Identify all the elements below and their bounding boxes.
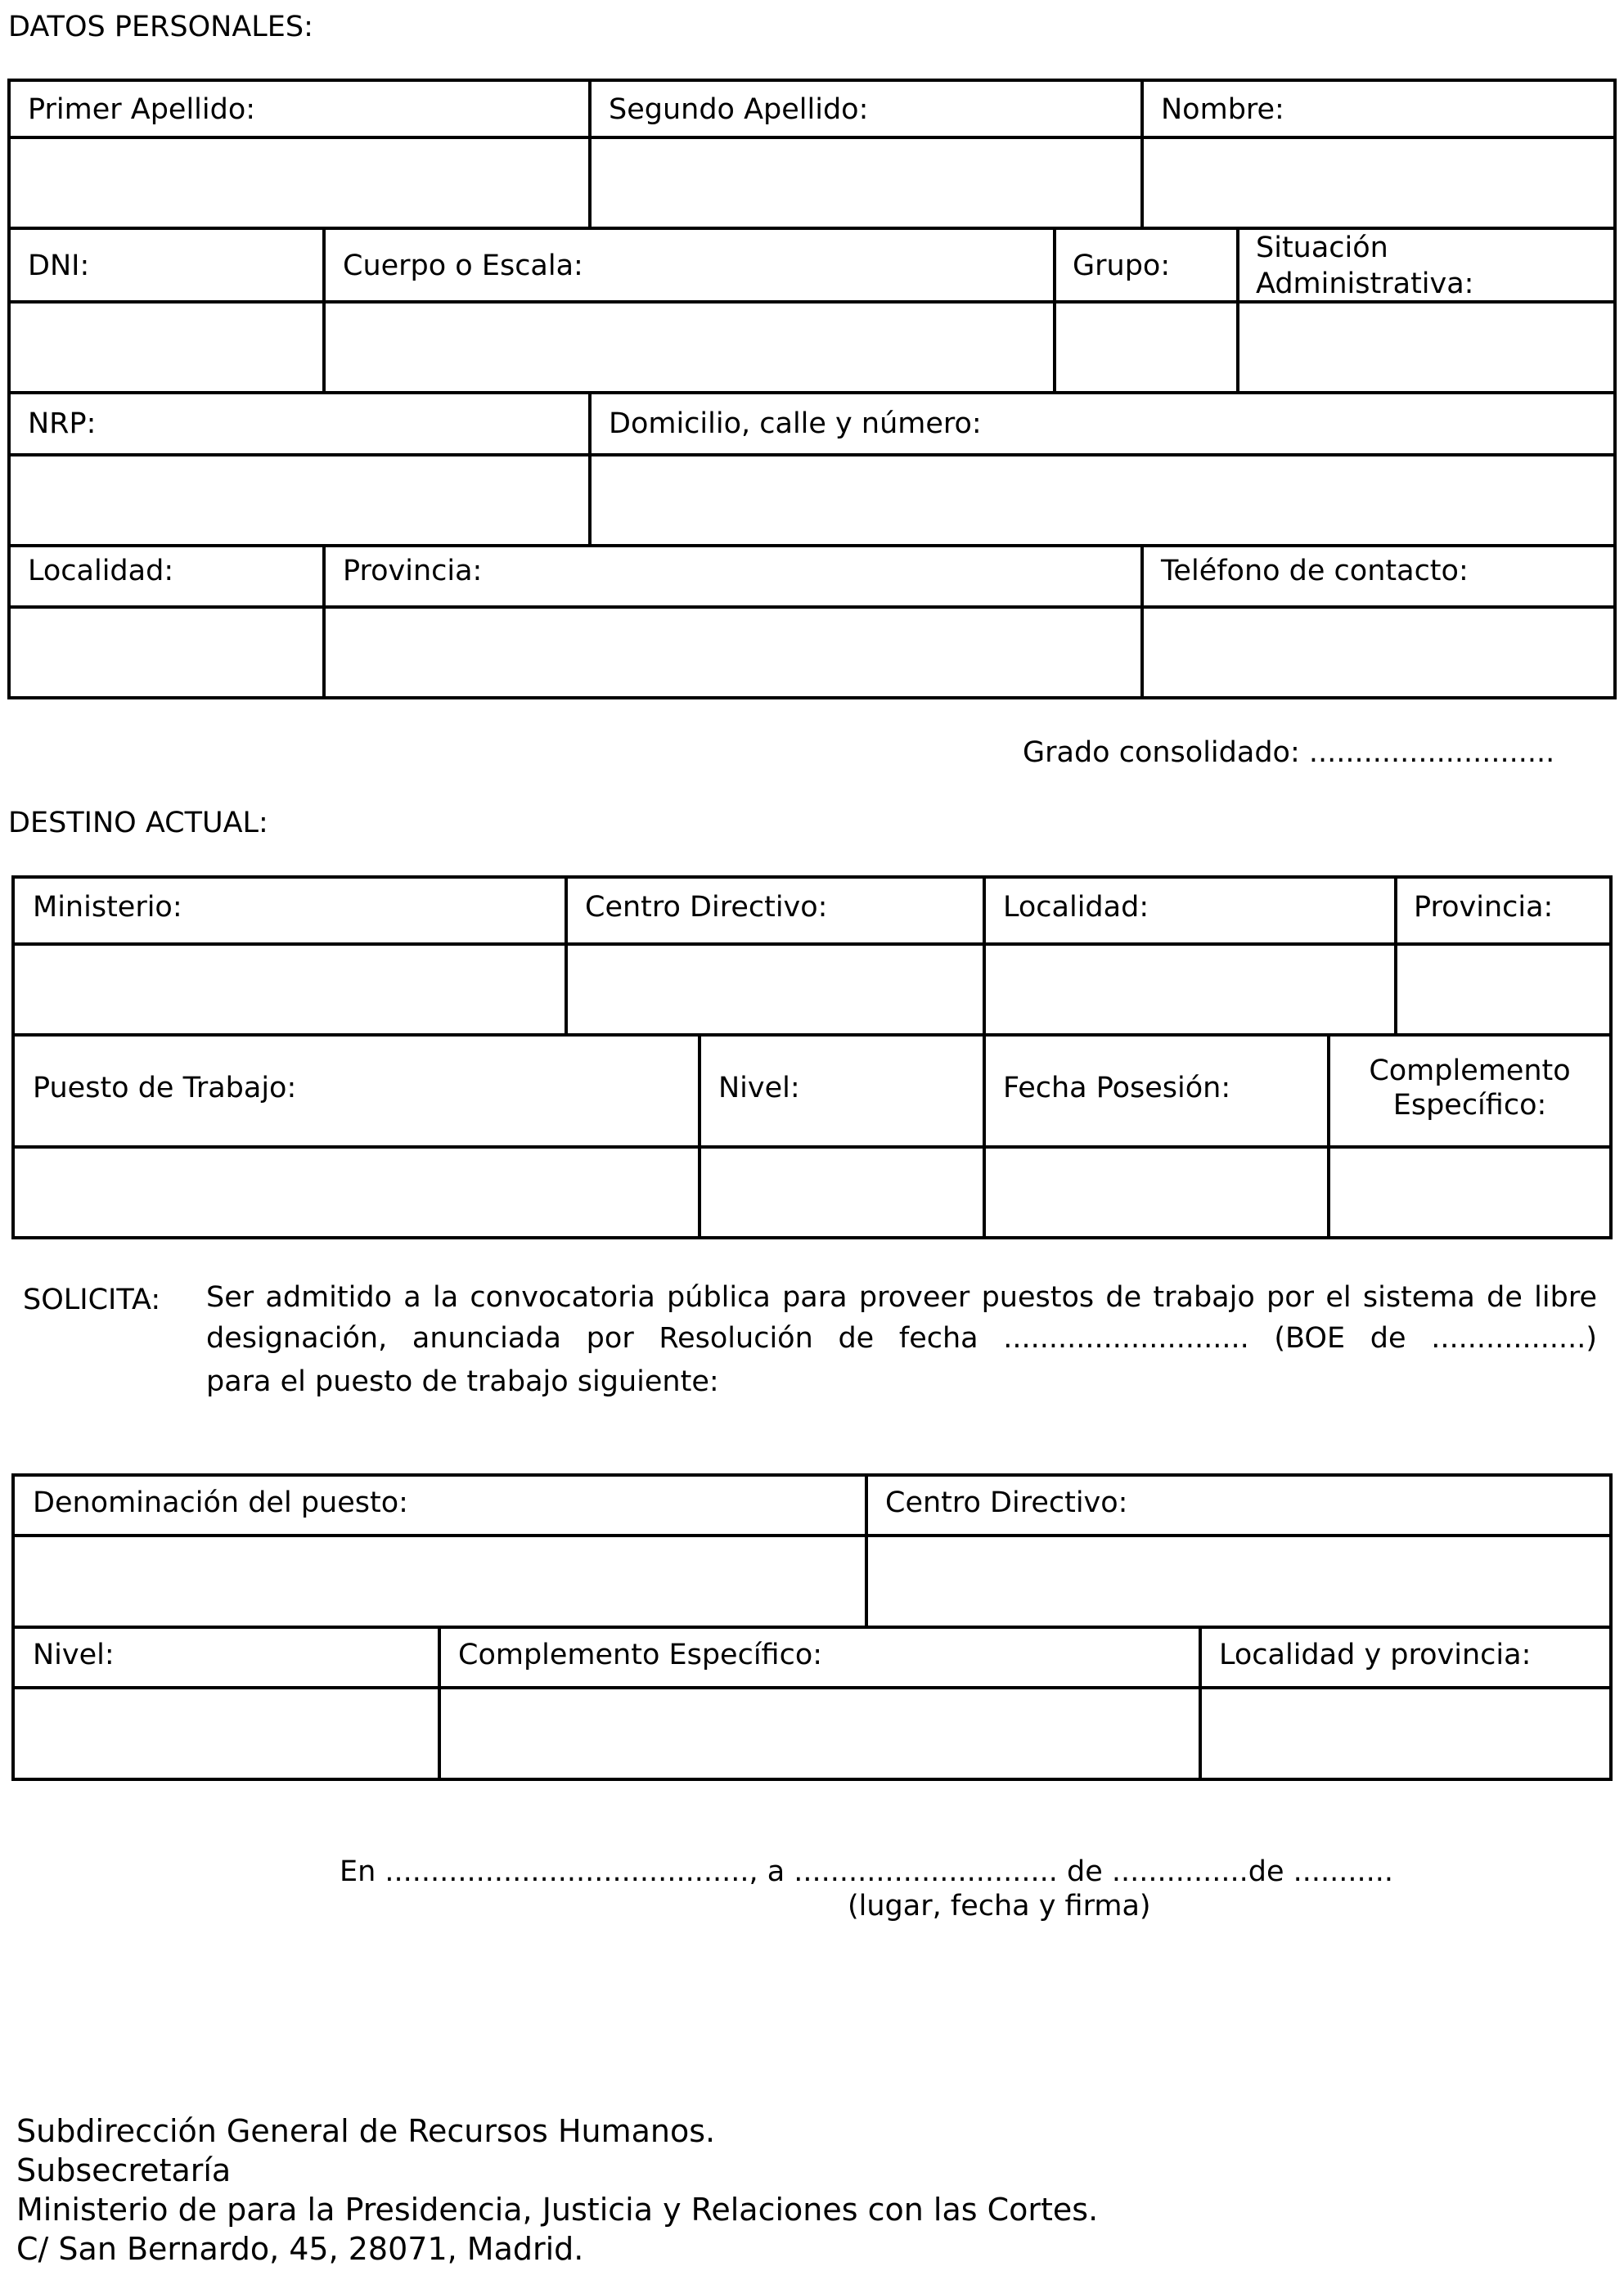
- label-complemento-especifico: Complemento Específico:: [458, 1639, 823, 1671]
- table-rule: [322, 544, 326, 699]
- table-rule: [7, 605, 1617, 609]
- table-rule: [11, 875, 15, 1239]
- label-provincia: Provincia:: [1414, 891, 1554, 924]
- label-nivel: Nivel:: [33, 1639, 115, 1671]
- table-rule: [7, 79, 1617, 82]
- table-rule: [11, 875, 1613, 879]
- label-denominacion: Denominación del puesto:: [33, 1486, 408, 1519]
- label-provincia: Provincia:: [343, 555, 483, 587]
- table-rule: [7, 544, 1617, 547]
- table-rule: [1609, 875, 1613, 1239]
- table-rule: [1236, 227, 1239, 391]
- label-especifico: Específico:: [1392, 1089, 1547, 1122]
- table-rule: [1613, 79, 1617, 699]
- label-nivel: Nivel:: [718, 1072, 800, 1104]
- table-rule: [1199, 1626, 1202, 1781]
- solicita-line-1: Ser admitido a la convocatoria pública para proveer puestos de trabajo por el sistema de libre: [206, 1281, 1597, 1314]
- label-localidad: Localidad:: [28, 555, 174, 587]
- table-rule: [11, 1145, 1613, 1149]
- table-rule: [11, 1033, 1613, 1037]
- solicita-label: SOLICITA:: [23, 1284, 161, 1316]
- table-rule: [11, 942, 1613, 946]
- table-rule: [438, 1626, 441, 1781]
- footer-line-2: Subsecretaría: [16, 2152, 232, 2188]
- footer-line-1: Subdirección General de Recursos Humanos.: [16, 2113, 716, 2149]
- table-rule: [11, 1473, 15, 1781]
- table-rule: [698, 1033, 701, 1239]
- table-rule: [1609, 1473, 1613, 1781]
- table-rule: [7, 696, 1617, 699]
- table-rule: [983, 875, 986, 1037]
- table-rule: [322, 227, 326, 391]
- solicita-line-2: designación, anunciada por Resolución de fecha ........................... (BOE de .................): [206, 1322, 1597, 1355]
- label-segundo-apellido: Segundo Apellido:: [609, 93, 869, 126]
- label-localidad: Localidad:: [1003, 891, 1149, 924]
- label-complemento: Complemento: [1369, 1055, 1571, 1087]
- table-rule: [588, 391, 592, 547]
- label-puesto-trabajo: Puesto de Trabajo:: [33, 1072, 297, 1104]
- label-telefono: Teléfono de contacto:: [1161, 555, 1469, 587]
- label-centro-directivo: Centro Directivo:: [585, 891, 828, 924]
- solicita-line-3: para el puesto de trabajo siguiente:: [206, 1365, 719, 1398]
- table-rule: [565, 875, 568, 1037]
- signature-line: En ........................................, a ............................. de ...............de ...........: [340, 1855, 1394, 1888]
- datos-personales-heading: DATOS PERSONALES:: [8, 11, 313, 43]
- table-rule: [1140, 79, 1144, 230]
- table-rule: [1394, 875, 1397, 1037]
- table-rule: [11, 1473, 1613, 1477]
- footer-line-3: Ministerio de para la Presidencia, Justicia y Relaciones con las Cortes.: [16, 2192, 1099, 2228]
- table-rule: [11, 1534, 1613, 1537]
- label-cuerpo-escala: Cuerpo o Escala:: [343, 250, 583, 282]
- table-rule: [7, 227, 1617, 230]
- table-rule: [7, 136, 1617, 139]
- table-rule: [983, 1033, 986, 1239]
- table-rule: [7, 391, 1617, 394]
- footer-line-4: C/ San Bernardo, 45, 28071, Madrid.: [16, 2231, 584, 2267]
- label-centro-directivo: Centro Directivo:: [885, 1486, 1128, 1519]
- grado-consolidado: Grado consolidado: ...........................: [1023, 736, 1555, 769]
- label-ministerio: Ministerio:: [33, 891, 182, 924]
- table-rule: [1140, 544, 1144, 699]
- table-rule: [588, 79, 592, 230]
- label-localidad-provincia: Localidad y provincia:: [1219, 1639, 1532, 1671]
- table-rule: [11, 1778, 1613, 1781]
- table-rule: [1053, 227, 1056, 391]
- table-rule: [7, 79, 11, 699]
- signature-caption: (lugar, fecha y firma): [848, 1890, 1151, 1922]
- table-rule: [11, 1236, 1613, 1239]
- table-rule: [7, 453, 1617, 456]
- label-situacion: Situación: [1256, 232, 1388, 264]
- label-primer-apellido: Primer Apellido:: [28, 93, 256, 126]
- table-rule: [11, 1626, 1613, 1629]
- destino-actual-heading: DESTINO ACTUAL:: [8, 807, 268, 839]
- label-administrativa: Administrativa:: [1256, 268, 1474, 300]
- table-rule: [865, 1473, 868, 1629]
- label-dni: DNI:: [28, 250, 90, 282]
- label-fecha-posesion: Fecha Posesión:: [1003, 1072, 1231, 1104]
- label-nrp: NRP:: [28, 407, 97, 440]
- table-rule: [11, 1686, 1613, 1689]
- label-nombre: Nombre:: [1161, 93, 1284, 126]
- label-grupo: Grupo:: [1073, 250, 1171, 282]
- label-domicilio: Domicilio, calle y número:: [609, 407, 982, 440]
